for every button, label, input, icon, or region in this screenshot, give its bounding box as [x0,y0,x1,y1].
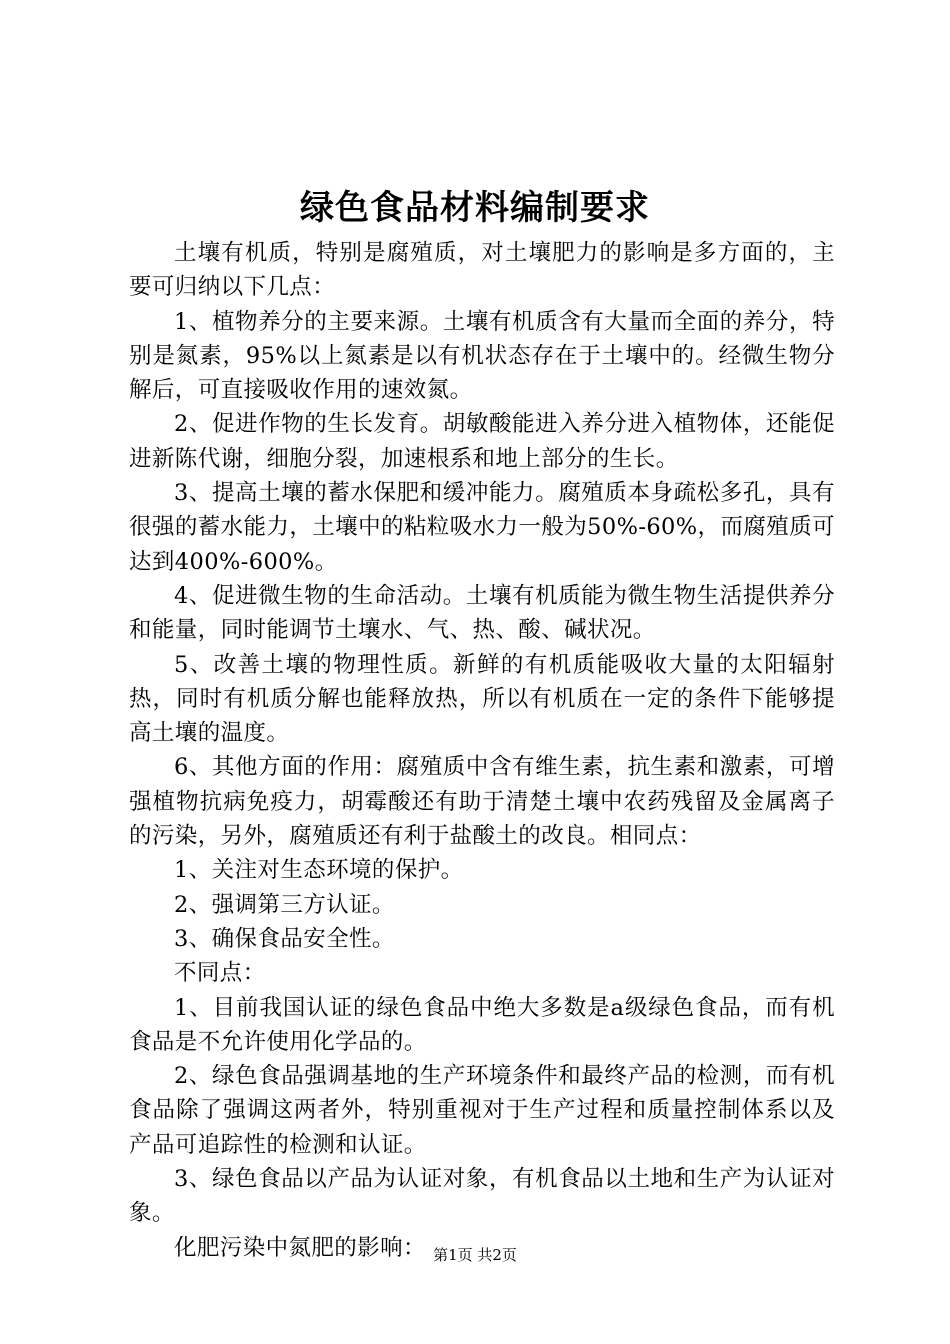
paragraph-point-4: 4、促进微生物的生命活动。土壤有机质能为微生物生活提供养分和能量，同时能调节土壤水、气、热、酸、碱状况。 [129,582,835,644]
page-footer: 第1页 共2页 [433,1246,517,1264]
paragraph-common-3: 3、确保食品安全性。 [174,925,395,952]
paragraph-point-2: 2、促进作物的生长发育。胡敏酸能进入养分进入植物体，还能促进新陈代谢，细胞分裂，加速根系和地上部分的生长。 [129,411,835,472]
paragraph-differences-heading: 不同点： [174,960,266,987]
paragraph-point-3: 3、提高土壤的蓄水保肥和缓冲能力。腐殖质本身疏松多孔，具有很强的蓄水能力，土壤中的粘粒吸水力一般为50%-60%，而腐殖质可达到400%-600%。 [129,480,835,575]
paragraph-difference-1: 1、目前我国认证的绿色食品中绝大多数是a级绿色食品，而有机食品是不允许使用化学品的。 [129,994,835,1055]
paragraph-common-2: 2、强调第三方认证。 [174,891,395,918]
paragraph-fertilizer-heading: 化肥污染中氮肥的影响： [174,1234,426,1261]
document-body [129,236,835,1265]
paragraph-point-1: 1、植物养分的主要来源。土壤有机质含有大量而全面的养分，特别是氮素，95%以上氮素是以有机状态存在于土壤中的。经微生物分解后，可直接吸收作用的速效氮。 [129,308,835,404]
paragraph-common-1: 1、关注对生态环境的保护。 [174,857,464,884]
paragraph-difference-3: 3、绿色食品以产品为认证对象，有机食品以土地和生产为认证对象。 [129,1166,835,1227]
paragraph-point-6: 6、其他方面的作用：腐殖质中含有维生素，抗生素和激素，可增强植物抗病免疫力，胡霉酸还有助于清楚土壤中农药残留及金属离子的污染，另外，腐殖质还有利于盐酸土的改良。相同点： [129,754,835,850]
paragraph-difference-2: 2、绿色食品强调基地的生产环境条件和最终产品的检测，而有机食品除了强调这两者外，特别重视对于生产过程和质量控制体系以及产品可追踪性的检测和认证。 [129,1063,835,1158]
paragraph-point-5: 5、改善土壤的物理性质。新鲜的有机质能吸收大量的太阳辐射热，同时有机质分解也能释放热，所以有机质在一定的条件下能够提高土壤的温度。 [129,651,835,747]
document-title: 绿色食品材料编制要求 [300,188,650,228]
paragraph-intro: 土壤有机质，特别是腐殖质，对土壤肥力的影响是多方面的，主要可归纳以下几点： [129,240,835,301]
